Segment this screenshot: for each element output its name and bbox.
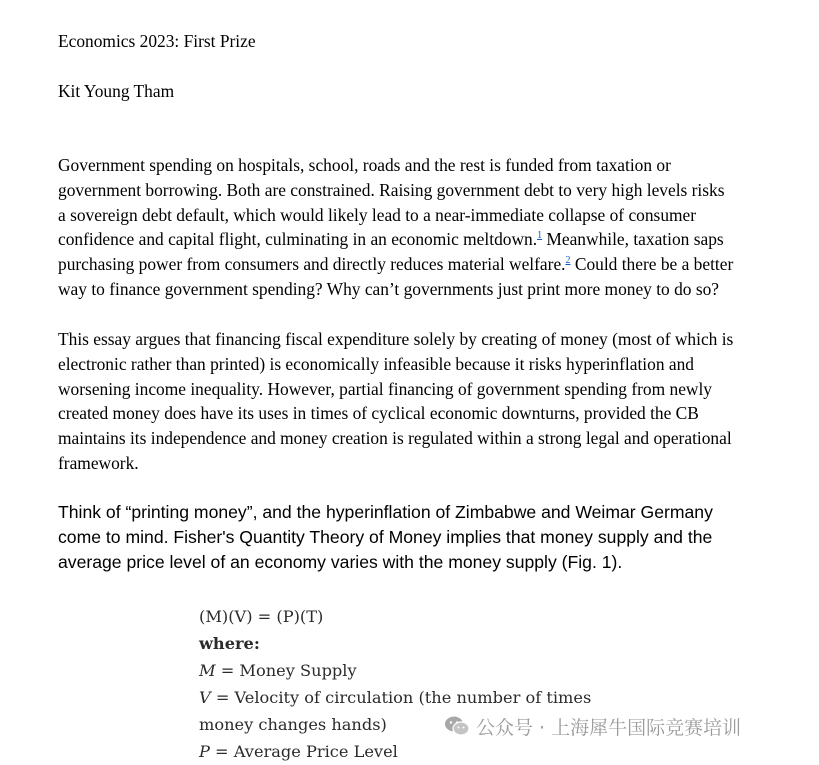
formula-equation: (M)(V) = (P)(T) (199, 607, 324, 626)
quantity-theory-formula (199, 603, 591, 765)
symbol-p: P (199, 742, 210, 761)
paragraph-line: worsening income inequality. However, partial financing of government spending from newly (58, 378, 713, 399)
wechat-icon (444, 715, 470, 737)
definition-text: = Average Price Level (209, 742, 398, 761)
line-text: purchasing power from consumers and directly reduces material welfare. (58, 254, 566, 275)
paragraph-fisher (58, 500, 798, 575)
formula-definition-v-continued: money changes hands) (199, 715, 387, 734)
footnote-link-1[interactable]: 1 (537, 230, 543, 242)
paragraph-line: Government spending on hospitals, school, roads and the rest is funded from taxation or (58, 155, 671, 175)
line-text: Could there be a better (570, 254, 734, 275)
formula-definition-m (199, 657, 591, 684)
paragraph-line (58, 227, 798, 252)
paragraph-thesis (58, 327, 798, 476)
formula-definition-p (199, 738, 591, 765)
paragraph-line: framework. (58, 452, 139, 473)
paragraph-intro (58, 153, 798, 302)
paragraph-line: This essay argues that financing fiscal expenditure solely by creating of money (most of which is (58, 329, 734, 349)
footnote-link-2[interactable]: 2 (565, 255, 571, 267)
formula-where-label: where: (199, 634, 260, 653)
paragraph-line: way to finance government spending? Why can’t governments just print more money to do so? (58, 278, 720, 299)
paragraph-line: maintains its independence and money creation is regulated within a strong legal and operational (58, 428, 732, 449)
document-title: Economics 2023: First Prize (58, 31, 256, 51)
watermark (444, 712, 741, 740)
paragraph-line: Think of “printing money”, and the hyperinflation of Zimbabwe and Weimar Germany (58, 502, 713, 522)
paragraph-line: average price level of an economy varies with the money supply (Fig. 1). (58, 552, 623, 572)
formula-definition-v (199, 684, 591, 711)
definition-text: = Velocity of circulation (the number of times (210, 688, 592, 707)
paragraph-line (58, 252, 798, 277)
watermark-text: 公众号 · 上海犀牛国际竞赛培训 (476, 716, 742, 739)
paragraph-line: electronic rather than printed) is economically infeasible because it risks hyperinflation and (58, 353, 694, 374)
paragraph-line: come to mind. Fisher's Quantity Theory of Money implies that money supply and the (58, 527, 713, 547)
symbol-m: M (199, 661, 216, 680)
paragraph-line: created money does have its uses in times of cyclical economic downturns, provided the CB (58, 403, 699, 424)
definition-text: = Money Supply (215, 661, 357, 680)
paragraph-line: a sovereign debt default, which would likely lead to a near-immediate collapse of consumer (58, 204, 697, 225)
line-text: confidence and capital flight, culminating in an economic meltdown. (58, 229, 538, 250)
author-name: Kit Young Tham (58, 81, 175, 101)
line-text: Meanwhile, taxation saps (542, 229, 724, 250)
symbol-v: V (199, 688, 211, 707)
paragraph-line: government borrowing. Both are constrained. Raising government debt to very high levels risks (58, 179, 725, 200)
